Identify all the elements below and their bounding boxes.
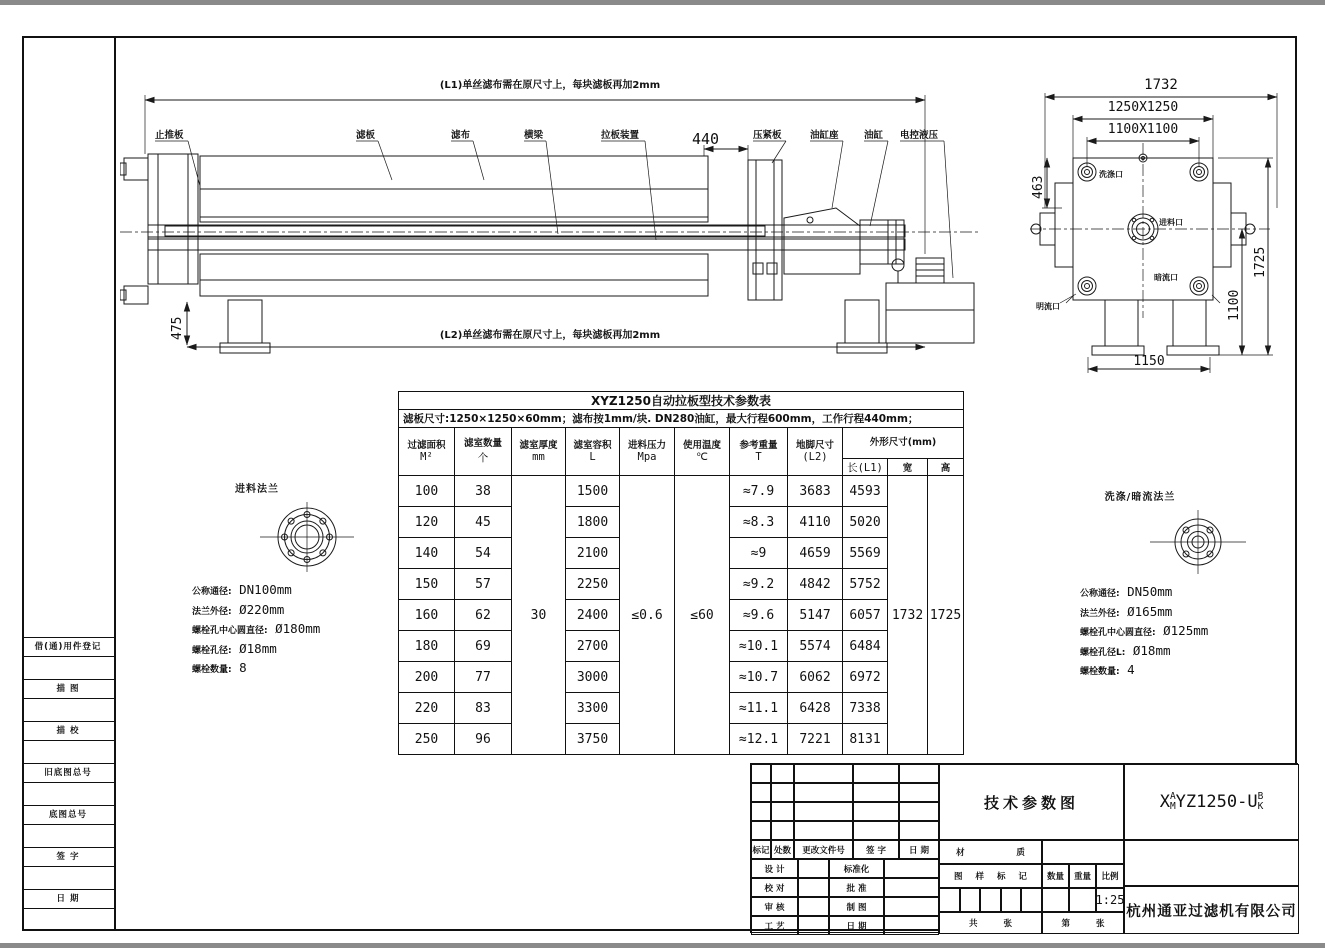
rev-cell xyxy=(771,802,794,821)
margin-label: 签 字 xyxy=(22,847,114,866)
drawing-number: X A M YZ1250-U B K xyxy=(1159,791,1264,812)
rev-header-cell: 日 期 xyxy=(899,840,939,859)
table-title: XYZ1250自动拉板型技术参数表 xyxy=(399,392,964,410)
flange-spec-line: 螺栓孔径L: Ø18mm xyxy=(1080,642,1171,658)
rev-cell xyxy=(899,783,939,802)
sig-label-cell: 制 图 xyxy=(829,897,884,916)
dim-440: 440 xyxy=(692,130,720,148)
table-cell: 38 xyxy=(455,476,512,507)
table-cell: 120 xyxy=(399,507,455,538)
table-cell: ≈9.2 xyxy=(730,569,788,600)
table-cell: 3750 xyxy=(566,724,620,755)
table-cell: 5147 xyxy=(788,600,843,631)
title-block xyxy=(750,763,1298,933)
flange-spec-line: 公称通径: DN100mm xyxy=(192,582,292,597)
table-cell: 83 xyxy=(455,693,512,724)
param-table-body xyxy=(399,476,964,755)
sig-grid xyxy=(751,859,939,935)
weight-label: 重量 xyxy=(1069,864,1096,888)
rev-cell xyxy=(771,783,794,802)
table-cell: 160 xyxy=(399,600,455,631)
table-cell: ≈12.1 xyxy=(730,724,788,755)
sig-label-cell: 设 计 xyxy=(751,859,798,878)
end-view-drawing xyxy=(1030,73,1325,378)
end-view-right-dims xyxy=(1031,158,1273,373)
mark-label: 图 样 标 记 xyxy=(939,864,1042,888)
table-cell: 5020 xyxy=(843,507,888,538)
table-cell: 4659 xyxy=(788,538,843,569)
company-name: 杭州通亚过滤机有限公司 xyxy=(1124,886,1299,934)
table-cell: 200 xyxy=(399,662,455,693)
margin-box xyxy=(22,656,114,679)
filter-press-body xyxy=(120,154,978,353)
margin-label: 描 校 xyxy=(22,721,114,740)
sig-label-cell: 工 艺 xyxy=(751,916,798,935)
feed-flange-specs xyxy=(192,581,422,679)
table-cell: 4110 xyxy=(788,507,843,538)
l2-note: (L2)单丝滤布需在原尺寸上，每块滤板再加2mm xyxy=(439,330,661,341)
scale-label: 比例 xyxy=(1096,864,1124,888)
sig-blank-cell xyxy=(884,897,939,916)
rev-cell xyxy=(794,821,853,840)
flange-spec-line: 螺栓孔径: Ø18mm xyxy=(192,640,277,656)
table-cell: 5574 xyxy=(788,631,843,662)
rev-cell xyxy=(751,802,771,821)
dim-475: 475 xyxy=(170,316,185,340)
end-view-body xyxy=(1030,143,1270,355)
drawing-title: 技术参数图 xyxy=(939,764,1124,840)
sig-label-cell: 审 核 xyxy=(751,897,798,916)
table-cell: 2700 xyxy=(566,631,620,662)
rev-cell xyxy=(794,764,853,783)
table-cell: 96 xyxy=(455,724,512,755)
rev-cell xyxy=(853,802,899,821)
table-cell: ≈9 xyxy=(730,538,788,569)
wash-flange-detail xyxy=(1080,488,1315,681)
sig-blank-cell xyxy=(884,878,939,897)
rev-cell xyxy=(751,821,771,840)
sig-blank-cell xyxy=(884,859,939,878)
table-cell: 220 xyxy=(399,693,455,724)
l2-dimension xyxy=(170,302,925,347)
label-filter-cloth: 滤布 xyxy=(451,130,471,141)
mark-cell xyxy=(1001,888,1022,912)
margin-box xyxy=(22,908,114,931)
table-cell: 69 xyxy=(455,631,512,662)
qty-label: 数量 xyxy=(1042,864,1069,888)
rev-cell xyxy=(899,802,939,821)
col-header-outline: 外形尺寸(mm) xyxy=(843,428,964,459)
sheet-number: 第 张 xyxy=(1042,912,1124,934)
dim-1100: 1100 xyxy=(1227,289,1242,321)
rev-cell xyxy=(771,821,794,840)
material-value xyxy=(1042,840,1124,864)
table-cell: 6062 xyxy=(788,662,843,693)
mark-cell xyxy=(939,888,960,912)
rev-cell xyxy=(794,802,853,821)
wash-flange-specs xyxy=(1080,583,1315,681)
rev-cell xyxy=(853,821,899,840)
sig-blank-cell xyxy=(798,878,829,897)
dim-1150: 1150 xyxy=(1133,354,1165,369)
sig-label-cell: 校 对 xyxy=(751,878,798,897)
parameter-table xyxy=(398,391,964,755)
col-header: 地脚尺寸 (L2) xyxy=(788,428,843,476)
flange-spec-line: 螺栓孔中心圆直径: Ø125mm xyxy=(1080,623,1209,638)
qty-value xyxy=(1042,888,1069,912)
margin-box xyxy=(22,782,114,805)
mark-cell xyxy=(980,888,1001,912)
rev-header-cell: 处数 xyxy=(771,840,794,859)
table-cell: 6972 xyxy=(843,662,888,693)
rev-grid xyxy=(751,764,939,859)
rev-cell xyxy=(853,764,899,783)
flange-spec-line: 法兰外径: Ø165mm xyxy=(1080,603,1173,619)
table-cell: 30 xyxy=(512,476,566,755)
table-cell: 45 xyxy=(455,507,512,538)
rev-cell xyxy=(751,783,771,802)
mark-cells xyxy=(939,888,1042,912)
col-header: 参考重量 T xyxy=(730,428,788,476)
weight-value xyxy=(1069,888,1096,912)
table-cell: ≤0.6 xyxy=(620,476,675,755)
table-cell: 2400 xyxy=(566,600,620,631)
label-hydraulic: 电控液压 xyxy=(900,130,939,141)
label-cylinder-seat: 油缸座 xyxy=(810,130,839,141)
table-cell: 57 xyxy=(455,569,512,600)
col-header: 进料压力 Mpa xyxy=(620,428,675,476)
l1-note: (L1)单丝滤布需在原尺寸上，每块滤板再加2mm xyxy=(439,80,661,91)
sig-blank-cell xyxy=(884,916,939,935)
feed-flange-drawing xyxy=(242,497,372,577)
flange-spec-line: 公称通径: DN50mm xyxy=(1080,584,1173,599)
table-cell: 1500 xyxy=(566,476,620,507)
mark-cell xyxy=(960,888,981,912)
label-beam: 横梁 xyxy=(524,130,544,141)
feed-flange-title: 进料法兰 xyxy=(235,484,279,495)
margin-spacer xyxy=(22,36,114,637)
flange-spec-line: 螺栓数量: 8 xyxy=(192,660,247,675)
dim-463: 463 xyxy=(1031,175,1046,199)
margin-label: 描 图 xyxy=(22,679,114,698)
margin-label: 旧底图总号 xyxy=(22,763,114,782)
table-cell: 54 xyxy=(455,538,512,569)
table-cell: 3683 xyxy=(788,476,843,507)
label-plate-shifter: 拉板装置 xyxy=(601,130,640,141)
part-labels xyxy=(155,129,953,278)
col-header: 使用温度 ℃ xyxy=(675,428,730,476)
rev-cell xyxy=(751,764,771,783)
label-press-plate: 压紧板 xyxy=(753,130,782,141)
rev-cell xyxy=(899,764,939,783)
margin-label: 底图总号 xyxy=(22,805,114,824)
drawing-number-cell xyxy=(1124,764,1299,840)
table-cell: 180 xyxy=(399,631,455,662)
table-cell: 100 xyxy=(399,476,455,507)
rev-cell xyxy=(794,783,853,802)
table-cell: ≈9.6 xyxy=(730,600,788,631)
sig-blank-cell xyxy=(798,897,829,916)
table-cell: ≈8.3 xyxy=(730,507,788,538)
table-cell: 150 xyxy=(399,569,455,600)
col-header: 宽 xyxy=(888,459,928,476)
table-cell: 4842 xyxy=(788,569,843,600)
mark-cell xyxy=(1021,888,1042,912)
margin-box xyxy=(22,740,114,763)
rev-header-cell: 更改文件号 xyxy=(794,840,853,859)
table-cell: 6484 xyxy=(843,631,888,662)
table-cell: 6428 xyxy=(788,693,843,724)
l1-dimension xyxy=(145,78,925,254)
sig-blank-cell xyxy=(798,916,829,935)
label-cylinder: 油缸 xyxy=(864,130,884,141)
flange-spec-line: 螺栓孔中心圆直径: Ø180mm xyxy=(192,621,321,636)
side-view-drawing xyxy=(120,68,980,368)
table-cell: 2250 xyxy=(566,569,620,600)
table-row xyxy=(399,476,964,507)
sig-blank-cell xyxy=(798,859,829,878)
label-filter-plate: 滤板 xyxy=(356,130,376,141)
table-cell: 4593 xyxy=(843,476,888,507)
rev-cell xyxy=(853,783,899,802)
table-cell: 7221 xyxy=(788,724,843,755)
col-header: 过滤面积 M² xyxy=(399,428,455,476)
margin-box xyxy=(22,824,114,847)
dim-1725: 1725 xyxy=(1253,246,1268,278)
rev-header-cell: 标记 xyxy=(751,840,771,859)
label-stop-plate: 止推板 xyxy=(155,130,184,141)
sig-label-cell: 标准化 xyxy=(829,859,884,878)
table-cell: 8131 xyxy=(843,724,888,755)
col-header: 滤室厚度 mm xyxy=(512,428,566,476)
rev-cell xyxy=(771,764,794,783)
table-cell: 5569 xyxy=(843,538,888,569)
sig-label-cell: 批 准 xyxy=(829,878,884,897)
label-wash-port: 洗涤口 xyxy=(1099,170,1123,179)
table-cell: 1800 xyxy=(566,507,620,538)
end-view-dimensions xyxy=(1045,77,1277,208)
table-cell: 3000 xyxy=(566,662,620,693)
table-cell: 62 xyxy=(455,600,512,631)
top-screen-bar xyxy=(0,0,1325,5)
flange-spec-line: 螺栓数量: 4 xyxy=(1080,662,1135,677)
col-header: 滤室容积 L xyxy=(566,428,620,476)
table-cell: ≤60 xyxy=(675,476,730,755)
wash-flange-title: 洗涤/暗流法兰 xyxy=(1104,492,1176,503)
dim-1100x1100: 1100X1100 xyxy=(1107,122,1179,137)
label-open-flow-port: 明流口 xyxy=(1036,302,1060,311)
table-cell: 5752 xyxy=(843,569,888,600)
table-subtitle: 滤板尺寸:1250×1250×60mm；滤布按1mm/块. DN280油缸，最大行程600mm，工作行程440mm； xyxy=(399,410,964,428)
scale-value: 1:25 xyxy=(1096,888,1124,912)
dim-1732: 1732 xyxy=(1144,77,1178,93)
feed-flange-detail xyxy=(192,480,422,679)
port-labels xyxy=(1036,169,1183,311)
table-cell: 6057 xyxy=(843,600,888,631)
table-cell: 2100 xyxy=(566,538,620,569)
margin-box xyxy=(22,866,114,889)
table-cell: 140 xyxy=(399,538,455,569)
table-cell: ≈10.1 xyxy=(730,631,788,662)
flange-spec-line: 法兰外径: Ø220mm xyxy=(192,601,285,617)
blank-cell xyxy=(1124,840,1299,886)
label-feed-port: 进料口 xyxy=(1159,218,1183,227)
material-label: 材 质 xyxy=(939,840,1042,864)
rev-header-cell: 签 字 xyxy=(853,840,899,859)
bottom-screen-bar xyxy=(0,943,1325,948)
table-cell: 1725 xyxy=(928,476,964,755)
margin-label: 日 期 xyxy=(22,889,114,908)
sheets-total: 共 张 xyxy=(939,912,1042,934)
col-header: 滤室数量 个 xyxy=(455,428,512,476)
rev-cell xyxy=(899,821,939,840)
col-header: 高 xyxy=(928,459,964,476)
left-margin-column xyxy=(22,36,116,931)
dim-1250x1250: 1250X1250 xyxy=(1107,100,1179,115)
table-cell: 250 xyxy=(399,724,455,755)
label-dark-flow-port: 暗流口 xyxy=(1154,273,1178,282)
table-cell: ≈7.9 xyxy=(730,476,788,507)
table-cell: 3300 xyxy=(566,693,620,724)
wash-flange-drawing xyxy=(1138,505,1258,579)
table-cell: 77 xyxy=(455,662,512,693)
margin-box xyxy=(22,698,114,721)
table-cell: 7338 xyxy=(843,693,888,724)
table-cell: 1732 xyxy=(888,476,928,755)
col-header: 长(L1) xyxy=(843,459,888,476)
sig-label-cell: 日 期 xyxy=(829,916,884,935)
margin-label: 借(通)用件登记 xyxy=(22,637,114,656)
table-cell: ≈10.7 xyxy=(730,662,788,693)
table-cell: ≈11.1 xyxy=(730,693,788,724)
